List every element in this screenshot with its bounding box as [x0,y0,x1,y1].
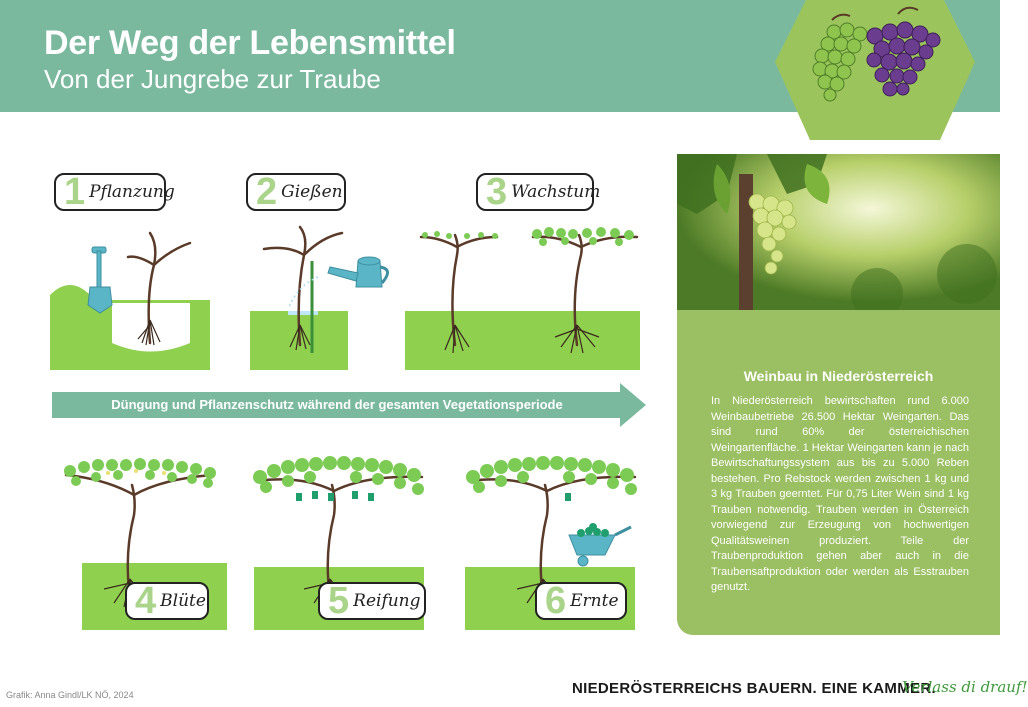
stage-name: Gießen [281,182,343,202]
stage-name: Ernte [570,591,619,611]
stage-number: 4 [135,580,157,622]
stage-5-label [318,582,426,620]
stage-name: Reifung [353,591,421,611]
stage-number: 5 [328,580,350,622]
stage-number: 1 [64,171,86,213]
grapes-badge [770,0,980,142]
stage-3-label [476,171,601,213]
arrow-text: Düngung und Pflanzenschutz während der gesamten Vegetationsperiode [111,397,563,412]
info-box [677,310,1000,635]
stage-number: 2 [256,171,278,213]
watering-can-icon [328,257,388,287]
stage-name: Pflanzung [89,182,175,202]
stage-name: Blüte [160,591,206,611]
stage-4-label [125,582,209,620]
stage-1-label [54,171,175,213]
info-title: Weinbau in Niederösterreich [743,368,934,384]
graphic-credit: Grafik: Anna Gindl/LK NÖ, 2024 [6,690,134,700]
shovel-icon [88,247,112,313]
vineyard-photo [677,154,1000,310]
stage-name: Wachstum [511,182,601,202]
info-body: In Niederösterreich bewirtschaften rund 6.000 Weinbaubetriebe 26.500 Hektar Weingarten. Das sind rund 60% der österreichischen Weingartenfläche. 1 Hektar Weingarten kann je nach Bewirtschaftungssystem aus bis zu 5.000 Reben bestehen. Pro Rebstock werden zwischen 1 kg und 3 kg Trauben geerntet. Für 0,75 Liter Wein sind 1 kg Trauben notwendig. Trauben werden in Österreich vorwiegend zur Erzeugung von hochwertigen Qualitätsweinen produziert. Teile der Traubenproduktion gehen aber auch in die Traubensaftproduktion oder werden als Esstrauben genutzt. [711,395,969,593]
page-subtitle: Von der Jungrebe zur Traube [44,64,381,94]
stage-1-illustration [50,225,210,370]
organization-tagline: NIEDERÖSTERREICHS BAUERN. EINE KAMMER. [572,680,936,697]
stage-2-label [246,173,346,211]
stage-number: 6 [545,580,567,622]
stage-6-label [535,582,627,620]
page-title: Der Weg der Lebensmittel [44,24,456,62]
stage-2-illustration [250,225,400,370]
stage-number: 3 [486,171,508,213]
stage-3-illustration [405,225,660,370]
slogan: Verlass di drauf! [902,678,1028,696]
